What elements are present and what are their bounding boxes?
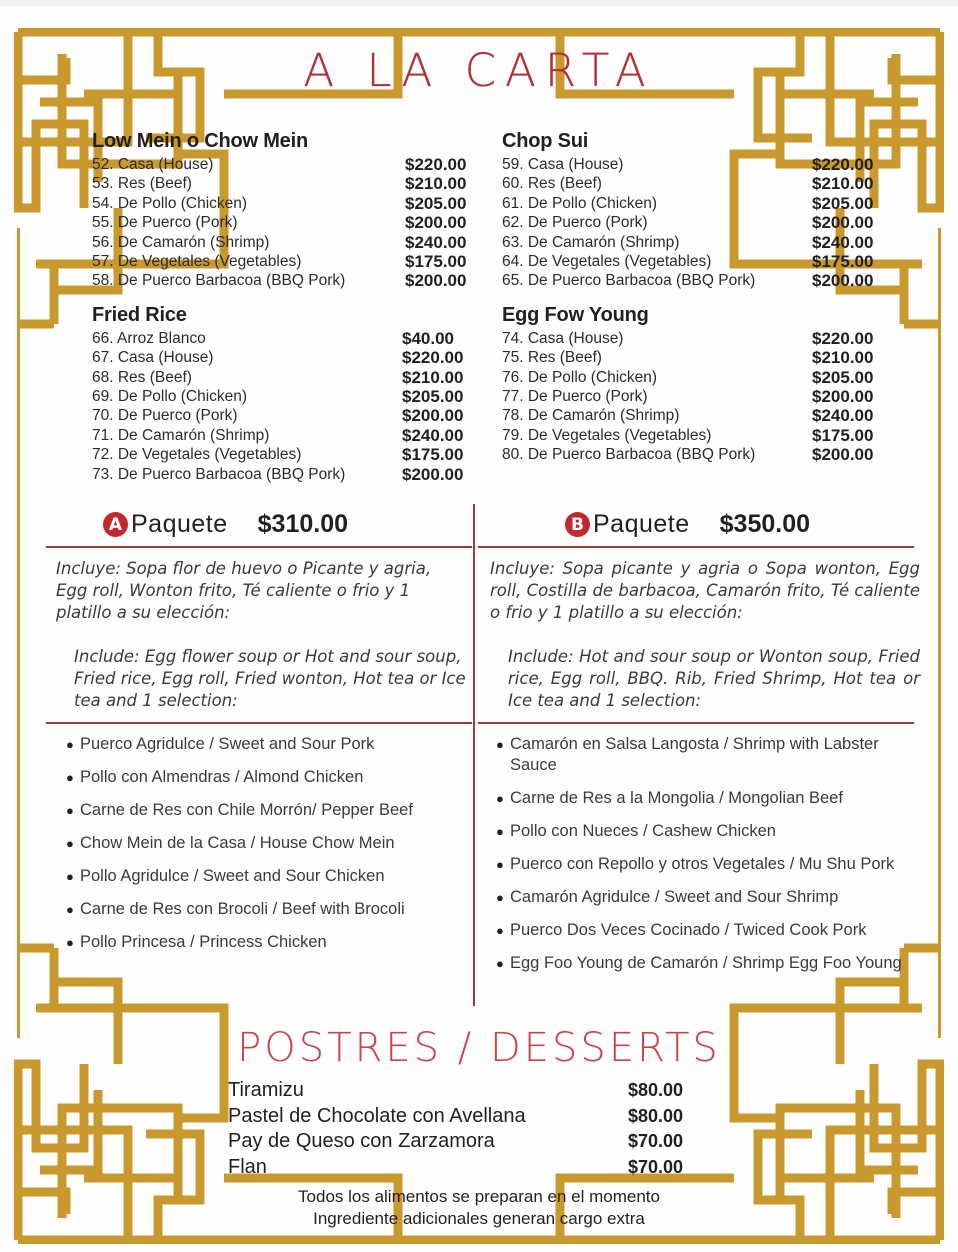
dessert-price: $70.00 xyxy=(628,1156,684,1177)
package-a-options xyxy=(66,734,476,965)
package-b-price: $350.00 xyxy=(719,510,811,538)
dessert-price: $80.00 xyxy=(628,1105,684,1126)
price: $40.00 xyxy=(402,328,454,348)
price: $220.00 xyxy=(812,155,874,174)
category-chop-sui xyxy=(502,130,922,291)
carta-row-1 xyxy=(0,130,958,291)
price: $200.00 xyxy=(402,406,464,426)
menu-item: 52. Casa (House) xyxy=(92,156,214,173)
bullet-icon: ● xyxy=(496,923,504,938)
desserts-title: POSTRES / DESSERTS xyxy=(237,1025,721,1071)
price: $205.00 xyxy=(812,367,874,387)
menu-item: 54. De Pollo (Chicken) xyxy=(92,194,248,212)
menu-prices xyxy=(402,329,463,484)
bullet-icon: ● xyxy=(66,836,74,851)
menu-item: 72. De Vegetales (Vegetables) xyxy=(92,446,302,464)
bullet-icon: ● xyxy=(496,857,504,872)
package-b-options xyxy=(496,734,916,986)
menu-item: 63. De Camarón (Shrimp) xyxy=(502,233,680,251)
dessert-price: $70.00 xyxy=(628,1131,684,1151)
package-option[interactable] xyxy=(66,767,476,788)
price: $200.00 xyxy=(405,271,467,291)
menu-item: 73. De Puerco Barbacoa (BBQ Pork) xyxy=(92,465,346,483)
price: $200.00 xyxy=(812,445,874,465)
packages-section xyxy=(0,500,958,1020)
price: $220.00 xyxy=(812,328,874,348)
menu-prices xyxy=(812,155,873,291)
menu-item: 57. De Vegetales (Vegetables) xyxy=(92,253,302,271)
menu-item: 62. De Puerco (Pork) xyxy=(502,214,648,232)
package-option[interactable] xyxy=(496,953,916,974)
category-title: Low Mein o Chow Mein xyxy=(92,130,308,152)
bullet-icon: ● xyxy=(496,890,504,905)
dessert-name: Tiramizu xyxy=(228,1079,304,1101)
price: $175.00 xyxy=(402,445,464,465)
a-la-carta-section xyxy=(0,130,958,484)
package-option-label: Carne de Res con Brocoli / Beef with Brocoli xyxy=(80,900,405,918)
top-strip xyxy=(0,0,958,6)
price: $200.00 xyxy=(812,213,874,233)
menu-item: 69. De Pollo (Chicken) xyxy=(92,388,248,406)
bullet-icon: ● xyxy=(66,770,74,785)
price: $205.00 xyxy=(405,193,467,213)
dessert-row xyxy=(228,1104,708,1130)
dessert-row xyxy=(228,1078,708,1104)
menu-item: 79. De Vegetales (Vegetables) xyxy=(502,426,712,444)
menu-item: 60. Res (Beef) xyxy=(502,175,602,193)
package-option[interactable] xyxy=(66,899,476,920)
package-option[interactable] xyxy=(496,920,916,941)
menu-item: 74. Casa (House) xyxy=(502,329,624,347)
price: $175.00 xyxy=(812,425,874,445)
bullet-icon: ● xyxy=(496,956,504,971)
page-title: A LA CARTA xyxy=(303,44,655,97)
package-option-label: Pollo con Almendras / Almond Chicken xyxy=(80,768,364,786)
menu-item: 56. De Camarón (Shrimp) xyxy=(92,233,270,251)
price: $200.00 xyxy=(402,464,464,484)
package-b-description-es: Incluye: Sopa picante y agria o Sopa wonton, Egg roll, Costilla de barbacoa, Camarón frito, Té caliente o frio y 1 platillo a su elección: xyxy=(490,559,920,622)
category-low-mein-chow-mein xyxy=(92,130,517,291)
package-b-header xyxy=(565,510,810,539)
price: $240.00 xyxy=(812,232,874,252)
category-title: Egg Fow Young xyxy=(502,303,649,326)
menu-item: 77. De Puerco (Pork) xyxy=(502,388,648,406)
footer-note xyxy=(0,1186,958,1230)
package-a-description xyxy=(56,558,466,712)
package-option-label: Camarón en Salsa Langosta / Shrimp with Labster Sauce xyxy=(510,735,879,774)
category-title: Chop Sui xyxy=(502,130,589,152)
bullet-icon: ● xyxy=(496,791,504,806)
package-option-label: Puerco Dos Veces Cocinado / Twiced Cook Pork xyxy=(510,921,867,939)
price: $175.00 xyxy=(405,252,467,272)
package-a-header xyxy=(103,510,348,539)
menu-item: 76. De Pollo (Chicken) xyxy=(502,368,658,386)
package-option[interactable] xyxy=(66,833,476,854)
menu-item: 75. Res (Beef) xyxy=(502,349,602,367)
bullet-icon: ● xyxy=(496,737,504,752)
menu-item: 67. Casa (House) xyxy=(92,349,214,367)
price: $210.00 xyxy=(405,174,467,194)
package-option[interactable] xyxy=(66,866,476,887)
package-option-label: Chow Mein de la Casa / House Chow Mein xyxy=(80,834,395,852)
menu-item: 80. De Puerco Barbacoa (BBQ Pork) xyxy=(502,446,756,464)
dessert-name: Flan xyxy=(228,1155,267,1178)
menu-item: 70. De Puerco (Pork) xyxy=(92,407,238,425)
dessert-row xyxy=(228,1155,708,1181)
price: $240.00 xyxy=(405,232,467,252)
package-b-top-rule xyxy=(478,546,914,548)
price: $220.00 xyxy=(402,348,464,368)
price: $240.00 xyxy=(402,425,464,445)
menu-item: 78. De Camarón (Shrimp) xyxy=(502,407,680,425)
package-b-description xyxy=(490,558,920,712)
desserts-list xyxy=(228,1078,708,1180)
package-option[interactable] xyxy=(66,800,476,821)
package-a-label: Paquete xyxy=(131,510,228,538)
bullet-icon: ● xyxy=(66,803,74,818)
menu-item: 68. Res (Beef) xyxy=(92,368,192,386)
menu-item: 66. Arroz Blanco xyxy=(92,329,206,347)
package-b-badge: B xyxy=(565,512,590,537)
package-option[interactable] xyxy=(496,734,916,776)
package-option-label: Puerco con Repollo y otros Vegetales / Mu Shu Pork xyxy=(510,855,895,873)
category-items xyxy=(502,329,922,465)
package-option[interactable] xyxy=(496,788,916,809)
bullet-icon: ● xyxy=(66,737,74,752)
package-option-label: Pollo Agridulce / Sweet and Sour Chicken xyxy=(80,867,385,885)
price: $205.00 xyxy=(812,193,874,213)
price: $200.00 xyxy=(405,213,467,233)
price: $210.00 xyxy=(402,367,464,387)
price: $205.00 xyxy=(402,387,464,407)
package-option[interactable] xyxy=(66,932,476,953)
package-a-top-rule xyxy=(46,546,472,548)
package-option-label: Carne de Res con Chile Morrón/ Pepper Beef xyxy=(80,801,413,819)
menu-item: 65. De Puerco Barbacoa (BBQ Pork) xyxy=(502,272,756,290)
menu-prices xyxy=(812,329,873,465)
category-egg-fow-young xyxy=(502,304,922,484)
menu-item: 71. De Camarón (Shrimp) xyxy=(92,426,270,444)
menu-item: 59. Casa (House) xyxy=(502,156,624,173)
package-a-badge: A xyxy=(103,512,128,537)
bullet-icon: ● xyxy=(66,902,74,917)
package-option-label: Egg Foo Young de Camarón / Shrimp Egg Foo Young xyxy=(510,954,902,972)
price: $240.00 xyxy=(812,406,874,426)
bullet-icon: ● xyxy=(496,824,504,839)
package-option-label: Pollo Princesa / Princess Chicken xyxy=(80,933,327,951)
package-b-label: Paquete xyxy=(593,510,690,538)
category-title: Fried Rice xyxy=(92,303,187,326)
package-option-label: Carne de Res a la Mongolia / Mongolian Beef xyxy=(510,789,843,807)
menu-item: 61. De Pollo (Chicken) xyxy=(502,194,658,212)
package-a-mid-rule xyxy=(46,722,472,724)
carta-row-2 xyxy=(0,304,958,484)
dessert-row xyxy=(228,1129,708,1155)
category-items xyxy=(92,155,517,291)
bullet-icon: ● xyxy=(66,935,74,950)
price: $200.00 xyxy=(812,387,874,407)
category-fried-rice xyxy=(92,304,517,484)
price: $175.00 xyxy=(812,252,874,272)
package-option[interactable] xyxy=(66,734,476,755)
dessert-name: Pay de Queso con Zarzamora xyxy=(228,1130,495,1152)
package-option[interactable] xyxy=(496,821,916,842)
package-a-price: $310.00 xyxy=(257,510,349,538)
package-option-label: Pollo con Nueces / Cashew Chicken xyxy=(510,822,776,840)
price: $220.00 xyxy=(405,155,467,174)
menu-item: 58. De Puerco Barbacoa (BBQ Pork) xyxy=(92,272,346,290)
menu-item: 55. De Puerco (Pork) xyxy=(92,214,238,232)
price: $210.00 xyxy=(812,348,874,368)
menu-prices xyxy=(405,155,466,291)
package-option-label: Puerco Agridulce / Sweet and Sour Pork xyxy=(80,735,375,753)
package-option[interactable] xyxy=(496,854,916,875)
menu-item: 53. Res (Beef) xyxy=(92,175,192,193)
footer-line-2: Ingrediente adicionales generan cargo extra xyxy=(313,1209,645,1228)
package-option[interactable] xyxy=(496,887,916,908)
package-b-mid-rule xyxy=(478,722,914,724)
category-items xyxy=(502,155,922,291)
category-items xyxy=(92,329,517,484)
package-option-label: Camarón Agridulce / Sweet and Sour Shrimp xyxy=(510,888,839,906)
package-a-description-es: Incluye: Sopa flor de huevo o Picante y agria, Egg roll, Wonton frito, Té caliente o frio y 1 platillo a su elección: xyxy=(56,559,432,622)
footer-line-1: Todos los alimentos se preparan en el momento xyxy=(298,1187,660,1206)
dessert-name: Pastel de Chocolate con Avellana xyxy=(228,1104,526,1127)
dessert-price: $80.00 xyxy=(628,1080,684,1100)
package-b-description-en: Include: Hot and sour soup or Wonton soup, Fried rice, Egg roll, BBQ. Rib, Fried Shrimp, Hot tea or Ice tea and 1 selection: xyxy=(508,647,920,710)
menu-item: 64. De Vegetales (Vegetables) xyxy=(502,253,712,271)
price: $200.00 xyxy=(812,271,874,291)
package-a-description-en: Include: Egg flower soup or Hot and sour soup, Fried rice, Egg roll, Fried wonton, Hot tea or Ice tea and 1 selection: xyxy=(74,647,466,710)
bullet-icon: ● xyxy=(66,869,74,884)
price: $210.00 xyxy=(812,174,874,194)
